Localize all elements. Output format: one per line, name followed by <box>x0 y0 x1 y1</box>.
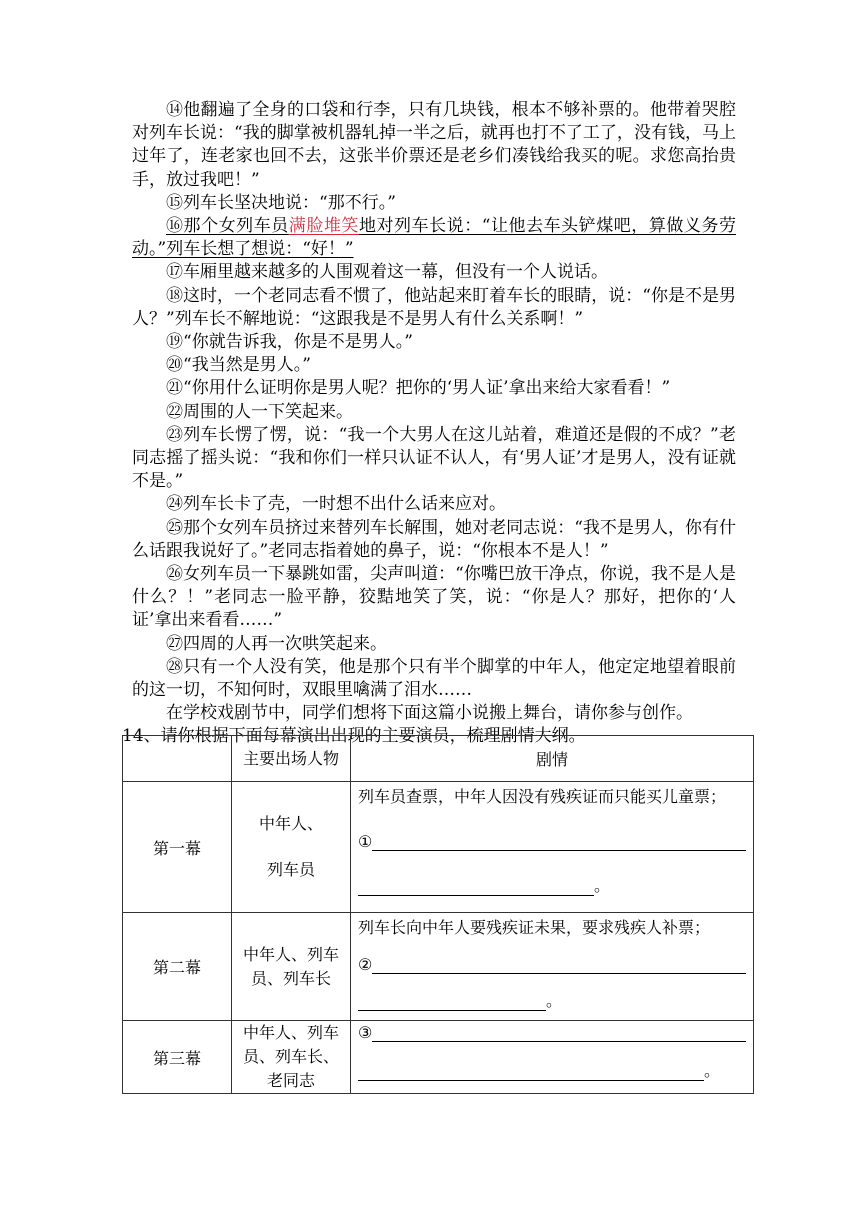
story-text <box>122 99 737 749</box>
answer-line-2b[interactable] <box>358 992 546 1011</box>
blank-mark-1: ① <box>358 832 373 851</box>
table-header-row <box>123 736 754 782</box>
paragraph-22: ㉒周围的人一下笑起来。 <box>166 401 353 422</box>
act-3-cast-line-2: 员、列车长、 <box>242 1047 339 1066</box>
act-3-answer-blank-2[interactable] <box>358 1058 746 1081</box>
act-1-plot <box>351 782 754 913</box>
blank-end-2: 。 <box>546 991 563 1010</box>
paragraph-26: ㉖女列车员一下暴跳如雷，尖声叫道：“你嘴巴放干净点，你说，我不是人是什么？！”老同志一脸平静，狡黠地笑了笑，说：“你是人？那好，把你的‘人证’拿出来看看……” <box>132 564 736 631</box>
paragraph-14: ⑭他翻遍了全身的口袋和行李，只有几块钱，根本不够补票的。他带着哭腔对列车长说：“我的脚掌被机器轧掉一半之后，就再也打不了工了，没有钱，马上过年了，连老家也回不去，这张半价票还是老乡们凑钱给我买的呢。求您高抬贵手，放过我吧！” <box>132 100 736 190</box>
plot-outline-table <box>122 735 754 1094</box>
table-row-act-2 <box>123 913 754 1021</box>
paragraph-18: ⑱这时，一个老同志看不惯了，他站起来盯着车长的眼睛，说：“你是不是男人？”列车长不解地说：“这跟我是不是男人有什么关系啊！” <box>132 285 736 329</box>
paragraph-16 <box>132 215 736 261</box>
paragraph-20: ⑳“我当然是男人。” <box>166 355 311 376</box>
paragraph-25: ㉕那个女列车员挤过来替列车长解围，她对老同志说：“我不是男人，你有什么话跟我说好了。”老同志指着她的鼻子，说：“你根本不是人！” <box>132 517 736 561</box>
act-2-plot-text: 列车长向中年人要残疾证未果，要求残疾人补票； <box>358 918 711 937</box>
task-intro: 在学校戏剧节中，同学们想将下面这篇小说搬上舞台，请你参与创作。 <box>166 703 693 724</box>
paragraph-23: ㉓列车长愣了愣，说：“我一个大男人在这儿站着，难道还是假的不成？”老同志摇了摇头说：“我和你们一样只认证不认人，有‘男人证’才是男人，没有证就不是。” <box>132 424 736 492</box>
blank-mark-3: ③ <box>358 1023 373 1042</box>
paragraph-19: ⑲“你就告诉我，你是不是男人。” <box>166 332 413 353</box>
table-row-act-1 <box>123 782 754 913</box>
act-2-label: 第二幕 <box>123 913 232 1021</box>
act-3-plot <box>351 1021 754 1094</box>
act-2-cast-line-1: 中年人、列车 <box>242 944 339 964</box>
act-1-cast <box>232 782 351 913</box>
act-1-answer-blank-2[interactable] <box>358 873 746 896</box>
act-2-answer-blank[interactable] <box>358 955 746 974</box>
paragraph-24: ㉔列车长卡了壳，一时想不出什么话来应对。 <box>166 494 506 515</box>
act-2-cast <box>232 913 351 1021</box>
blank-mark-2: ② <box>358 955 373 974</box>
answer-line-3a[interactable] <box>372 1023 746 1042</box>
act-1-cast-line-1: 中年人、 <box>258 814 323 833</box>
act-3-answer-blank[interactable] <box>358 1023 746 1042</box>
act-2-cast-line-2: 员、列车长 <box>250 968 331 988</box>
question-14: 14、请你根据下面每幕演出出现的主要演员，梳理剧情大纲。 <box>122 726 586 747</box>
table-row-act-3 <box>123 1021 754 1094</box>
paragraph-27: ㉗四周的人再一次哄笑起来。 <box>166 633 387 654</box>
act-3-cast-line-3: 老同志 <box>266 1071 315 1090</box>
answer-line-3b[interactable] <box>358 1062 704 1081</box>
p16-underlined-end: 地对列车长说：“让他去车头铲煤吧，算做义务劳动。”列车长想了想说：“好！” <box>132 216 737 260</box>
paragraph-21: ㉑“你用什么证明你是男人呢？把你的‘男人证’拿出来给大家看看！” <box>166 378 671 399</box>
header-plot: 剧情 <box>351 736 754 782</box>
act-2-answer-blank-2[interactable] <box>358 988 746 1011</box>
act-2-plot <box>351 913 754 1021</box>
act-1-plot-text: 列车员查票，中年人因没有残疾证而只能买儿童票； <box>358 787 727 806</box>
header-cast: 主要出场人物 <box>232 736 351 782</box>
answer-line-1b[interactable] <box>358 877 594 896</box>
act-3-cast <box>232 1021 351 1094</box>
act-3-cast-line-1: 中年人、列车 <box>242 1023 339 1042</box>
act-1-label: 第一幕 <box>123 782 232 913</box>
p16-underlined-start: ⑯那个女列车员 <box>166 216 289 237</box>
blank-end-1: 。 <box>594 876 611 895</box>
paragraph-15: ⑮列车长坚决地说：“那不行。” <box>166 192 396 213</box>
act-3-label: 第三幕 <box>123 1021 232 1094</box>
answer-line-1a[interactable] <box>372 832 746 851</box>
act-1-answer-blank[interactable] <box>358 832 746 851</box>
blank-end-3: 。 <box>704 1061 721 1080</box>
answer-line-2a[interactable] <box>372 955 746 974</box>
act-1-cast-line-2: 列车员 <box>266 860 315 879</box>
paragraph-28: ㉘只有一个人没有笑，他是那个只有半个脚掌的中年人，他定定地望着眼前的这一切，不知何时，双眼里噙满了泪水…… <box>132 656 736 701</box>
p16-highlighted-phrase: 满脸堆笑 <box>288 216 359 237</box>
header-empty-cell <box>123 736 232 782</box>
paragraph-17: ⑰车厢里越来越多的人围观着这一幕，但没有一个人说话。 <box>166 262 608 283</box>
